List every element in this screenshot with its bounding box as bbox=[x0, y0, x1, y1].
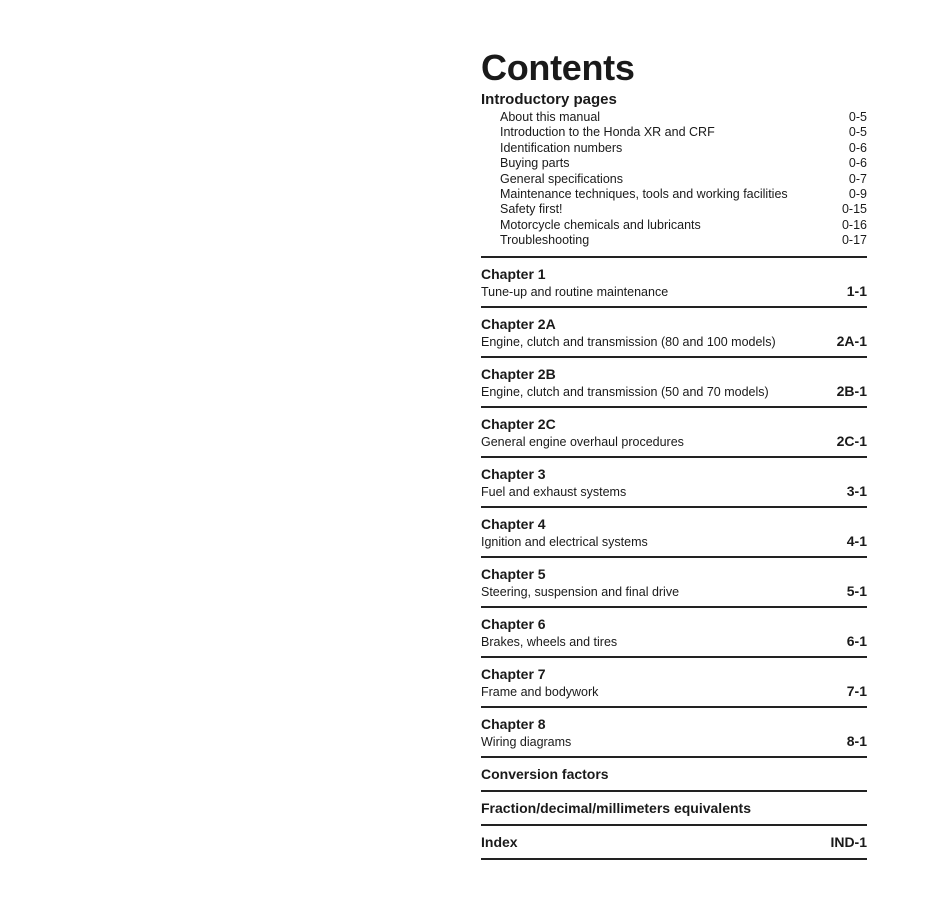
chapter-entry[interactable] bbox=[481, 608, 867, 658]
chapter-row bbox=[481, 533, 867, 551]
toc-entry[interactable] bbox=[481, 233, 867, 248]
chapter-entry[interactable] bbox=[481, 558, 867, 608]
chapter-row bbox=[481, 633, 867, 651]
fraction-equivalents-entry[interactable] bbox=[481, 792, 867, 826]
chapter-page: 6-1 bbox=[846, 632, 867, 649]
chapter-description: Wiring diagrams bbox=[481, 734, 572, 749]
entry-page: 0-15 bbox=[841, 202, 867, 217]
chapter-description: Engine, clutch and transmission (50 and 70 models) bbox=[481, 384, 769, 399]
chapter-description: Tune-up and routine maintenance bbox=[481, 284, 669, 299]
chapter-row bbox=[481, 583, 867, 601]
entry-page: 0-5 bbox=[848, 125, 867, 140]
toc-entry[interactable] bbox=[481, 125, 867, 140]
chapter-entry[interactable] bbox=[481, 458, 867, 508]
toc-entry[interactable] bbox=[481, 202, 867, 217]
entry-label: Motorcycle chemicals and lubricants bbox=[500, 217, 701, 232]
chapter-row bbox=[481, 283, 867, 301]
entry-page: 0-9 bbox=[848, 187, 867, 202]
chapter-heading: Chapter 2A bbox=[481, 315, 556, 332]
chapter-entry[interactable] bbox=[481, 658, 867, 708]
chapter-row bbox=[481, 433, 867, 451]
chapter-page: 3-1 bbox=[846, 482, 867, 499]
chapter-heading: Chapter 3 bbox=[481, 465, 546, 482]
intro-heading: Introductory pages bbox=[481, 91, 617, 108]
chapter-heading: Chapter 2B bbox=[481, 365, 556, 382]
chapter-row bbox=[481, 333, 867, 351]
chapter-row bbox=[481, 683, 867, 701]
entry-page: 0-16 bbox=[841, 217, 867, 232]
entry-page: 0-17 bbox=[841, 233, 867, 248]
entry-label: Introduction to the Honda XR and CRF bbox=[500, 125, 715, 140]
toc-entry[interactable] bbox=[481, 156, 867, 171]
chapter-row bbox=[481, 483, 867, 501]
chapter-row bbox=[481, 383, 867, 401]
entry-page: 0-6 bbox=[848, 156, 867, 171]
entry-label: Maintenance techniques, tools and working facilities bbox=[500, 187, 788, 202]
entry-page: 0-7 bbox=[848, 171, 867, 186]
chapter-description: Steering, suspension and final drive bbox=[481, 584, 680, 599]
entry-page: IND-1 bbox=[830, 833, 867, 850]
chapter-heading: Chapter 1 bbox=[481, 265, 546, 282]
chapter-row bbox=[481, 733, 867, 751]
chapter-page: 8-1 bbox=[846, 732, 867, 749]
chapter-description: General engine overhaul procedures bbox=[481, 434, 684, 449]
entry-label: Troubleshooting bbox=[500, 233, 590, 248]
conversion-factors-entry[interactable] bbox=[481, 758, 867, 792]
toc-entry[interactable] bbox=[481, 141, 867, 156]
chapter-heading: Chapter 2C bbox=[481, 415, 556, 432]
chapter-entry[interactable] bbox=[481, 258, 867, 308]
page-title: Contents bbox=[481, 47, 635, 88]
chapter-description: Ignition and electrical systems bbox=[481, 534, 648, 549]
table-of-contents bbox=[481, 48, 867, 860]
intro-list bbox=[481, 110, 867, 249]
entry-label: About this manual bbox=[500, 110, 601, 124]
chapter-description: Fuel and exhaust systems bbox=[481, 484, 627, 499]
entry-page: 0-5 bbox=[848, 110, 867, 124]
chapter-entry[interactable] bbox=[481, 358, 867, 408]
entry-label: Conversion factors bbox=[481, 765, 609, 782]
chapter-entry[interactable] bbox=[481, 708, 867, 758]
chapter-page: 2B-1 bbox=[836, 382, 867, 399]
chapter-heading: Chapter 6 bbox=[481, 615, 546, 632]
chapter-page: 5-1 bbox=[846, 582, 867, 599]
chapter-page: 4-1 bbox=[846, 532, 867, 549]
entry-label: General specifications bbox=[500, 171, 623, 186]
chapter-heading: Chapter 8 bbox=[481, 715, 546, 732]
chapter-heading: Chapter 5 bbox=[481, 565, 546, 582]
entry-label: Buying parts bbox=[500, 156, 570, 171]
introductory-section bbox=[481, 91, 867, 258]
entry-page: 0-6 bbox=[848, 140, 867, 155]
chapter-entry[interactable] bbox=[481, 308, 867, 358]
chapter-description: Engine, clutch and transmission (80 and 100 models) bbox=[481, 334, 776, 349]
chapter-heading: Chapter 4 bbox=[481, 515, 546, 532]
toc-entry[interactable] bbox=[481, 110, 867, 125]
entry-label: Identification numbers bbox=[500, 140, 623, 155]
chapter-description: Brakes, wheels and tires bbox=[481, 634, 618, 649]
entry-label: Safety first! bbox=[500, 202, 563, 217]
toc-entry[interactable] bbox=[481, 218, 867, 233]
toc-entry[interactable] bbox=[481, 172, 867, 187]
chapter-description: Frame and bodywork bbox=[481, 684, 599, 699]
chapter-entry[interactable] bbox=[481, 408, 867, 458]
entry-label: Fraction/decimal/millimeters equivalents bbox=[481, 799, 751, 816]
entry-label: Index bbox=[481, 833, 518, 850]
chapter-page: 2A-1 bbox=[836, 332, 867, 349]
chapter-page: 1-1 bbox=[846, 282, 867, 299]
chapter-entry[interactable] bbox=[481, 508, 867, 558]
toc-entry[interactable] bbox=[481, 187, 867, 202]
chapter-page: 2C-1 bbox=[836, 432, 867, 449]
index-entry[interactable] bbox=[481, 826, 867, 860]
chapter-page: 7-1 bbox=[846, 682, 867, 699]
chapter-heading: Chapter 7 bbox=[481, 665, 546, 682]
